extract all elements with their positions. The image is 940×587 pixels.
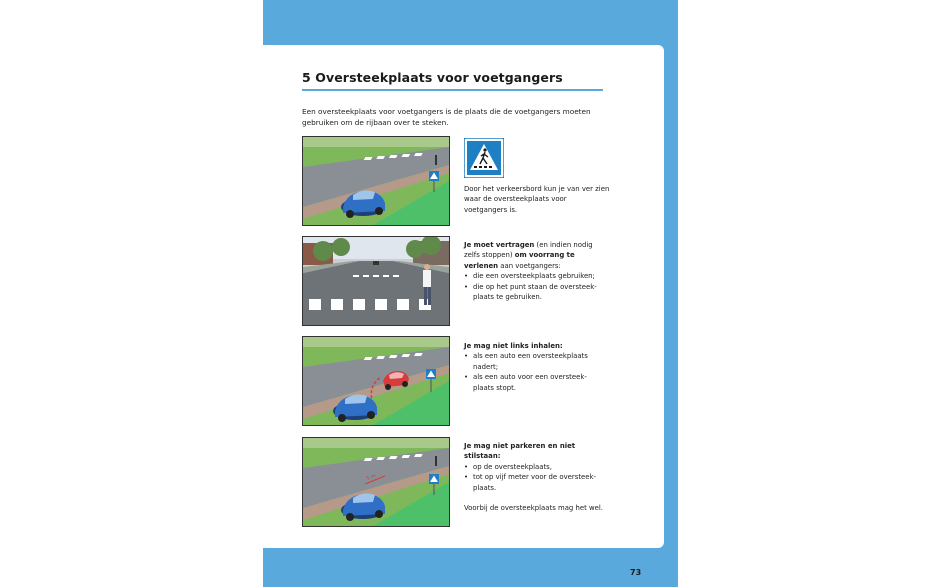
list-item: • als een auto voor een oversteek- plaats stopt. bbox=[464, 372, 610, 393]
list-item: • die een oversteekplaats gebruiken; bbox=[464, 271, 610, 281]
list-item: • tot op vijf meter voor de oversteek- plaats. bbox=[464, 472, 610, 493]
slow-down-bold-2: om voorrang te verlenen bbox=[464, 251, 575, 270]
list-item: • op de oversteekplaats, bbox=[464, 462, 610, 472]
slow-down-bold-1: Je moet vertragen bbox=[464, 241, 535, 249]
no-overtaking-list bbox=[464, 351, 610, 393]
no-parking-list bbox=[464, 462, 610, 493]
no-overtaking-heading: Je mag niet links inhalen: bbox=[464, 342, 563, 350]
page-number: 73 bbox=[630, 568, 642, 577]
title-underline bbox=[302, 89, 603, 91]
no-parking-heading: Je mag niet parkeren en niet stilstaan: bbox=[464, 442, 576, 461]
slow-down-normal-1: (en indien nodig zelfs stoppen) bbox=[464, 241, 593, 260]
text-block-no-overtaking bbox=[464, 341, 610, 393]
pedestrian-crossing-sign-icon bbox=[464, 138, 504, 178]
list-item: • die op het punt staan de oversteek- plaats te gebruiken. bbox=[464, 282, 610, 303]
illustration-no-parking bbox=[302, 437, 450, 527]
slow-down-normal-2: aan voetgangers: bbox=[498, 261, 561, 270]
no-parking-footer: Voorbij de oversteekplaats mag het wel. bbox=[464, 504, 603, 513]
list-item: • als een auto een oversteekplaats nadert; bbox=[464, 351, 610, 372]
text-block-no-parking bbox=[464, 441, 610, 513]
intro-paragraph: Een oversteekplaats voor voetgangers is de plaats die de voetgangers moeten gebruiken om de rijbaan over te steken. bbox=[302, 107, 591, 127]
illustration-no-overtaking bbox=[302, 336, 450, 426]
slow-down-paragraph bbox=[464, 240, 610, 271]
distance-label: 5 m bbox=[365, 472, 377, 482]
text-block-slow-down bbox=[464, 240, 610, 302]
illustration-street-pedestrian bbox=[302, 236, 450, 326]
page-title: 5 Oversteekplaats voor voetgangers bbox=[302, 70, 563, 85]
text-block-sign: Door het verkeersbord kun je van ver zien waar de oversteekplaats voor voetgangers is. bbox=[464, 185, 610, 214]
slow-down-list bbox=[464, 271, 610, 302]
illustration-crossing-sign bbox=[302, 136, 450, 226]
